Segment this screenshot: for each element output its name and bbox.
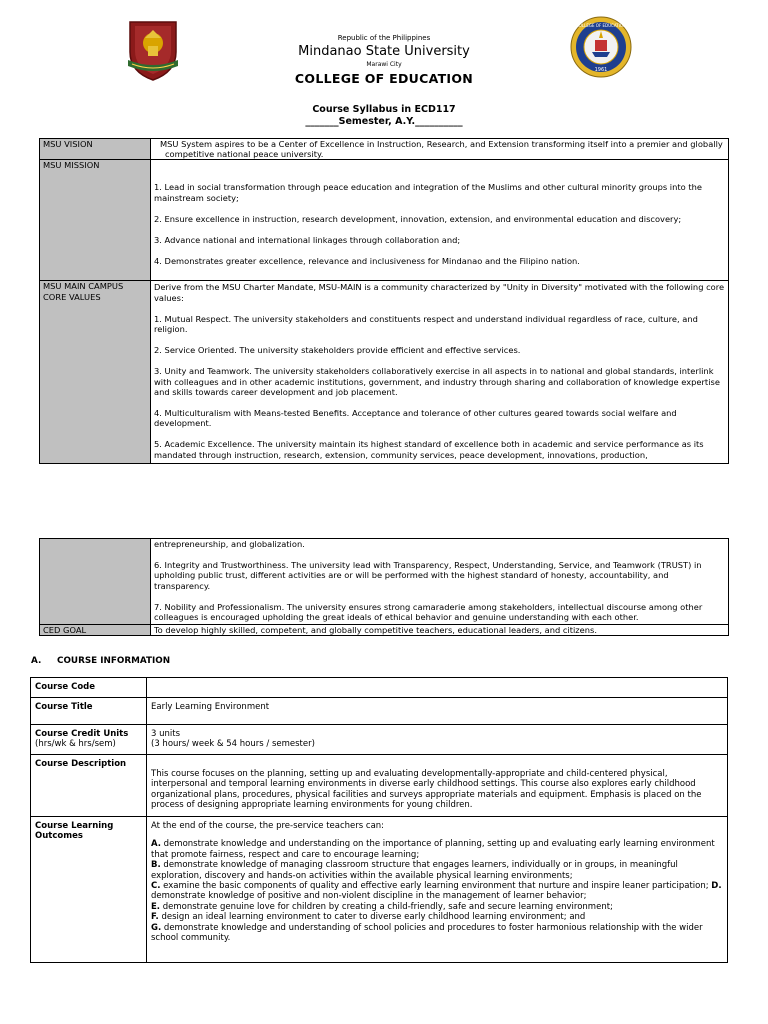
vision-text: MSU System aspires to be a Center of Excellence in Instruction, Research, and Extension transforming itself into a premier and globally competitive national peace university. bbox=[151, 139, 729, 160]
mission-item: 1. Lead in social transformation through peace education and integration of the Muslims and other cultural minority groups into the mainstream society; bbox=[154, 182, 702, 203]
core-value-item: entrepreneurship, and globalization. bbox=[154, 539, 305, 549]
core-value-item: 6. Integrity and Trustworthiness. The university lead with Transparency, Respect, Understanding, Service, and Teamwork (TRUST) in upholding public trust, different activities are or will be performed with the highest standard of honesty, accountability, and transparency. bbox=[154, 560, 702, 591]
syllabus-title: Course Syllabus in ECD117 bbox=[312, 104, 456, 115]
ced-goal-label: CED GOAL bbox=[40, 625, 151, 636]
svg-text:COLLEGE OF EDUCATION: COLLEGE OF EDUCATION bbox=[575, 23, 627, 28]
vision-mission-table bbox=[39, 138, 729, 464]
course-description-label: Course Description bbox=[31, 755, 147, 817]
mission-item: 4. Demonstrates greater excellence, relevance and inclusiveness for Mindanao and the Filipino nation. bbox=[154, 256, 580, 267]
outcome-item: F. design an ideal learning environment to cater to diverse early childhood learning environment; and bbox=[151, 912, 586, 923]
city-line: Marawi City bbox=[366, 61, 402, 68]
course-code-label: Course Code bbox=[31, 678, 147, 698]
outcome-item: A. demonstrate knowledge and understanding on the importance of planning, setting up and evaluating early learning environment that promote fairness, respect and care to encourage learning; bbox=[151, 839, 715, 860]
core-values-intro: Derive from the MSU Charter Mandate, MSU-MAIN is a community characterized by "Unity in Diversity" motivated with the following core values: bbox=[154, 282, 725, 303]
svg-text:1961: 1961 bbox=[594, 67, 608, 73]
outcome-item: B. demonstrate knowledge of managing classroom structure that engages learners, individually or in groups, in meaningful exploration, discovery and hands-on activities within the available physical learning environments; bbox=[151, 860, 678, 881]
ced-goal-text: To develop highly skilled, competent, and globally competitive teachers, educational leaders, and citizens. bbox=[151, 625, 729, 636]
course-title-label: Course Title bbox=[31, 698, 147, 725]
core-value-item: 5. Academic Excellence. The university maintain its highest standard of excellence both in academic and service performance as its mandated through instruction, research, extension, community services, peace development, innovations, production, bbox=[154, 439, 704, 460]
mission-text bbox=[151, 160, 729, 281]
core-value-item: 3. Unity and Teamwork. The university stakeholders collaboratively exercise in all aspects in to national and global standards, interlink with colleagues and in other academic institutions, government, and industry through sharing and collaboration of knowledge expertise and skills towards career development and job placement. bbox=[154, 366, 720, 397]
university-name: Mindanao State University bbox=[298, 44, 470, 59]
core-value-item: 2. Service Oriented. The university stakeholders provide efficient and effective services. bbox=[154, 345, 521, 356]
core-value-item: 4. Multiculturalism with Means-tested Benefits. Acceptance and tolerance of other cultures geared towards social welfare and development. bbox=[154, 408, 677, 429]
course-information-table bbox=[30, 677, 728, 963]
core-values-continued-table bbox=[39, 538, 729, 636]
course-outcomes-value bbox=[147, 817, 728, 963]
core-values-label: MSU MAIN CAMPUS CORE VALUES bbox=[40, 281, 151, 464]
core-values-continued-label bbox=[40, 539, 151, 625]
outcome-item: C. examine the basic components of quality and effective early learning environment that nurture and inspire leaner participation; D. demonstrate knowledge of positive and non-violent discipline in the management of learner behavior; bbox=[151, 881, 722, 902]
course-credit-label: Course Credit Units (hrs/wk & hrs/sem) bbox=[31, 725, 147, 755]
course-credit-value: 3 units (3 hours/ week & 54 hours / semester) bbox=[147, 725, 728, 755]
course-outcomes-label: Course Learning Outcomes bbox=[31, 817, 147, 963]
core-value-item: 7. Nobility and Professionalism. The university ensures strong camaraderie among stakeholders, intellectual discourse among other colleagues is encouraged upholding the great ideals of ethical behavior and genuine understanding with each other. bbox=[154, 601, 703, 623]
core-values-continued-text bbox=[151, 539, 729, 625]
republic-line: Republic of the Philippines bbox=[337, 34, 431, 42]
course-code-value bbox=[147, 678, 728, 698]
course-description-value: This course focuses on the planning, setting up and evaluating developmentally-appropriate and child-centered physical, interpersonal and temporal learning environments in diverse early childhood settings. This course also explores early childhood organizational plans, procedures, physical facilities and surveys appropriate materials and equipment. Emphasis is placed on the process of designing appropriate learning environments for young children. bbox=[147, 755, 728, 817]
semester-line: _______Semester, A.Y.__________ bbox=[305, 116, 463, 127]
outcome-item: E. demonstrate genuine love for children by creating a child-friendly, safe and secure learning environment; bbox=[151, 901, 613, 912]
vision-label: MSU VISION bbox=[40, 139, 151, 160]
core-value-item: 1. Mutual Respect. The university stakeholders and constituents respect and understand individual regardless of race, culture, and religion. bbox=[154, 313, 698, 335]
course-title-value: Early Learning Environment bbox=[147, 698, 728, 725]
core-values-text bbox=[151, 281, 729, 464]
section-a-heading: A. COURSE INFORMATION bbox=[31, 656, 171, 666]
outcome-item: G. demonstrate knowledge and understanding of school policies and procedures to foster harmonious relationship with the wider school community. bbox=[151, 922, 703, 944]
outcomes-intro: At the end of the course, the pre-service teachers can: bbox=[151, 821, 385, 831]
college-name: COLLEGE OF EDUCATION bbox=[294, 71, 474, 86]
mission-item: 2. Ensure excellence in instruction, research development, innovation, extension, and environmental education and discovery; bbox=[154, 213, 682, 224]
mission-label: MSU MISSION bbox=[40, 160, 151, 281]
mission-item: 3. Advance national and international linkages through collaboration and; bbox=[154, 235, 461, 246]
